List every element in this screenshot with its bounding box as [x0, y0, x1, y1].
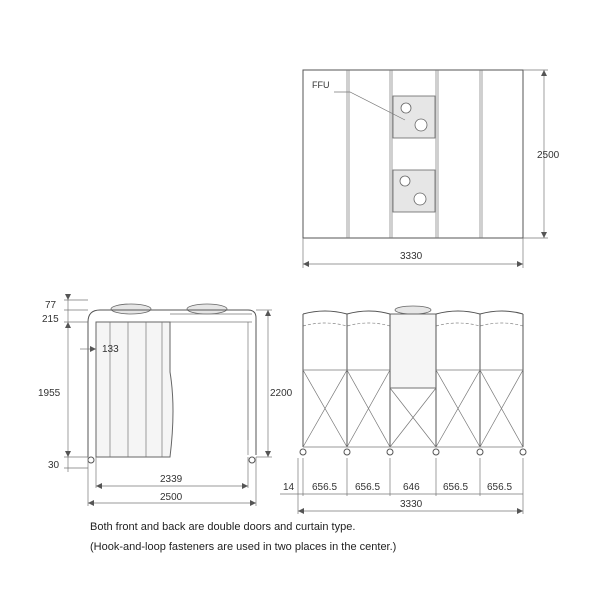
side-caster-1 — [88, 457, 94, 463]
top-view — [303, 70, 560, 268]
dim-2200: 2200 — [270, 388, 293, 399]
top-depth-label: 2500 — [537, 150, 560, 161]
top-view-outline — [303, 70, 523, 238]
bay-width-1: 656.5 — [312, 482, 338, 493]
bay-width-3: 646 — [403, 482, 420, 493]
front-total-width: 3330 — [400, 499, 423, 510]
dim-215: 215 — [42, 314, 59, 325]
dim-77: 77 — [45, 300, 57, 311]
side-height-dimension — [256, 310, 272, 457]
note-line-2: (Hook-and-loop fasteners are used in two places in the center.) — [90, 541, 397, 553]
front-casters — [300, 449, 526, 455]
side-left-dimensions — [64, 296, 88, 472]
dim-1955: 1955 — [38, 388, 61, 399]
bay-width-2: 656.5 — [355, 482, 381, 493]
side-fan-2 — [187, 304, 227, 314]
dim-2500: 2500 — [160, 492, 183, 503]
side-fan-1 — [111, 304, 151, 314]
note-line-1: Both front and back are double doors and curtain type. — [90, 521, 356, 533]
dim-end-14: 14 — [283, 482, 295, 493]
bay-width-4: 656.5 — [443, 482, 469, 493]
front-view — [280, 306, 526, 514]
ffu-unit-2 — [393, 170, 435, 212]
dim-133: 133 — [102, 344, 119, 355]
front-center-panel — [390, 314, 436, 388]
side-caster-2 — [249, 457, 255, 463]
side-view — [38, 294, 293, 506]
front-fan — [395, 306, 431, 314]
bay-width-5: 656.5 — [487, 482, 513, 493]
top-width-label: 3330 — [400, 251, 423, 262]
top-view-panel-lines — [347, 70, 482, 238]
dim-2339: 2339 — [160, 474, 183, 485]
ffu-label: FFU — [312, 80, 330, 90]
side-curtain — [96, 322, 173, 457]
dim-30: 30 — [48, 460, 60, 471]
